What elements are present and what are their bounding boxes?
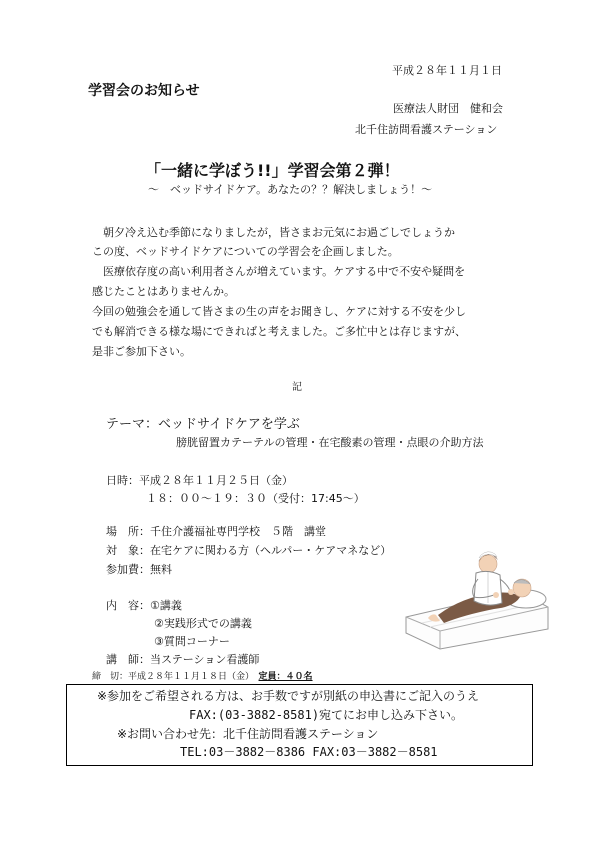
box-line-3: ※お問い合わせ先：北千住訪問看護ステーション — [117, 727, 379, 741]
content-item-2: ②実践形式での講義 — [154, 617, 252, 630]
body-line-7: 是非ご参加下さい。 — [92, 345, 191, 358]
content-item-1: 内 容：①講義 — [106, 599, 182, 612]
event-lecturer: 講 師：当ステーション看護師 — [106, 653, 260, 666]
event-time: １８：００～１９：３０（受付：17:45～） — [146, 492, 365, 505]
organization-name: 医療法人財団 健和会 — [393, 102, 503, 115]
body-line-3: 医療依存度の高い利用者さんが増えています。ケアする中で不安や疑問を — [92, 265, 466, 278]
event-title: 「一緒に学ぼう!!」学習会第２弾！ — [145, 161, 400, 180]
theme-heading: テーマ：ベッドサイドケアを学ぶ — [106, 417, 300, 432]
capacity-text: 定員：４０名 — [258, 672, 313, 682]
deadline-line — [92, 669, 313, 682]
body-line-1: 朝夕冷え込む季節になりましたが，皆さまお元気にお過ごしでしょうか — [92, 226, 455, 239]
theme-detail: 膀胱留置カテーテルの管理・在宅酸素の管理・点眼の介助方法 — [176, 436, 484, 449]
event-date: 日時：平成２８年１１月２５日（金） — [106, 474, 293, 487]
box-line-2: FAX:(03-3882-8581)宛てにお申し込み下さい。 — [189, 708, 464, 722]
application-box — [66, 684, 533, 766]
deadline-text: 締 切：平成２８年１１月１８日（金） — [92, 672, 250, 682]
body-line-4: 感じたことはありませんか。 — [92, 285, 235, 298]
nurse-care-illustration — [402, 545, 552, 650]
content-item-3: ③質問コーナー — [154, 635, 230, 648]
event-subtitle: ～ ベッドサイドケア。あなたの？？解決しましょう！～ — [148, 183, 433, 196]
body-line-5: 今回の勉強会を通して皆さまの生の声をお聞きし、ケアに対する不安を少し — [92, 305, 466, 318]
event-fee: 参加費：無料 — [106, 563, 172, 576]
body-line-2: この度、ベッドサイドケアについての学習会を企画しました。 — [92, 245, 399, 258]
issue-date: 平成２８年１１月１日 — [392, 64, 502, 77]
event-target: 対 象：在宅ケアに関わる方（ヘルパー・ケアマネなど） — [106, 544, 392, 557]
box-line-4: TEL:03－3882－8386 FAX:03－3882－8581 — [180, 745, 438, 759]
ki-marker: 記 — [292, 382, 302, 393]
event-place: 場 所：千住介護福祉専門学校 ５階 講堂 — [106, 525, 326, 538]
body-line-6: でも解消できる様な場にできればと考えました。ご多忙中とは存じますが、 — [92, 325, 466, 338]
station-name: 北千住訪問看護ステーション — [355, 123, 498, 136]
notice-heading: 学習会のお知らせ — [88, 83, 200, 99]
box-line-1: ※参加をご希望される方は、お手数ですが別紙の申込書にご記入のうえ — [97, 689, 480, 703]
